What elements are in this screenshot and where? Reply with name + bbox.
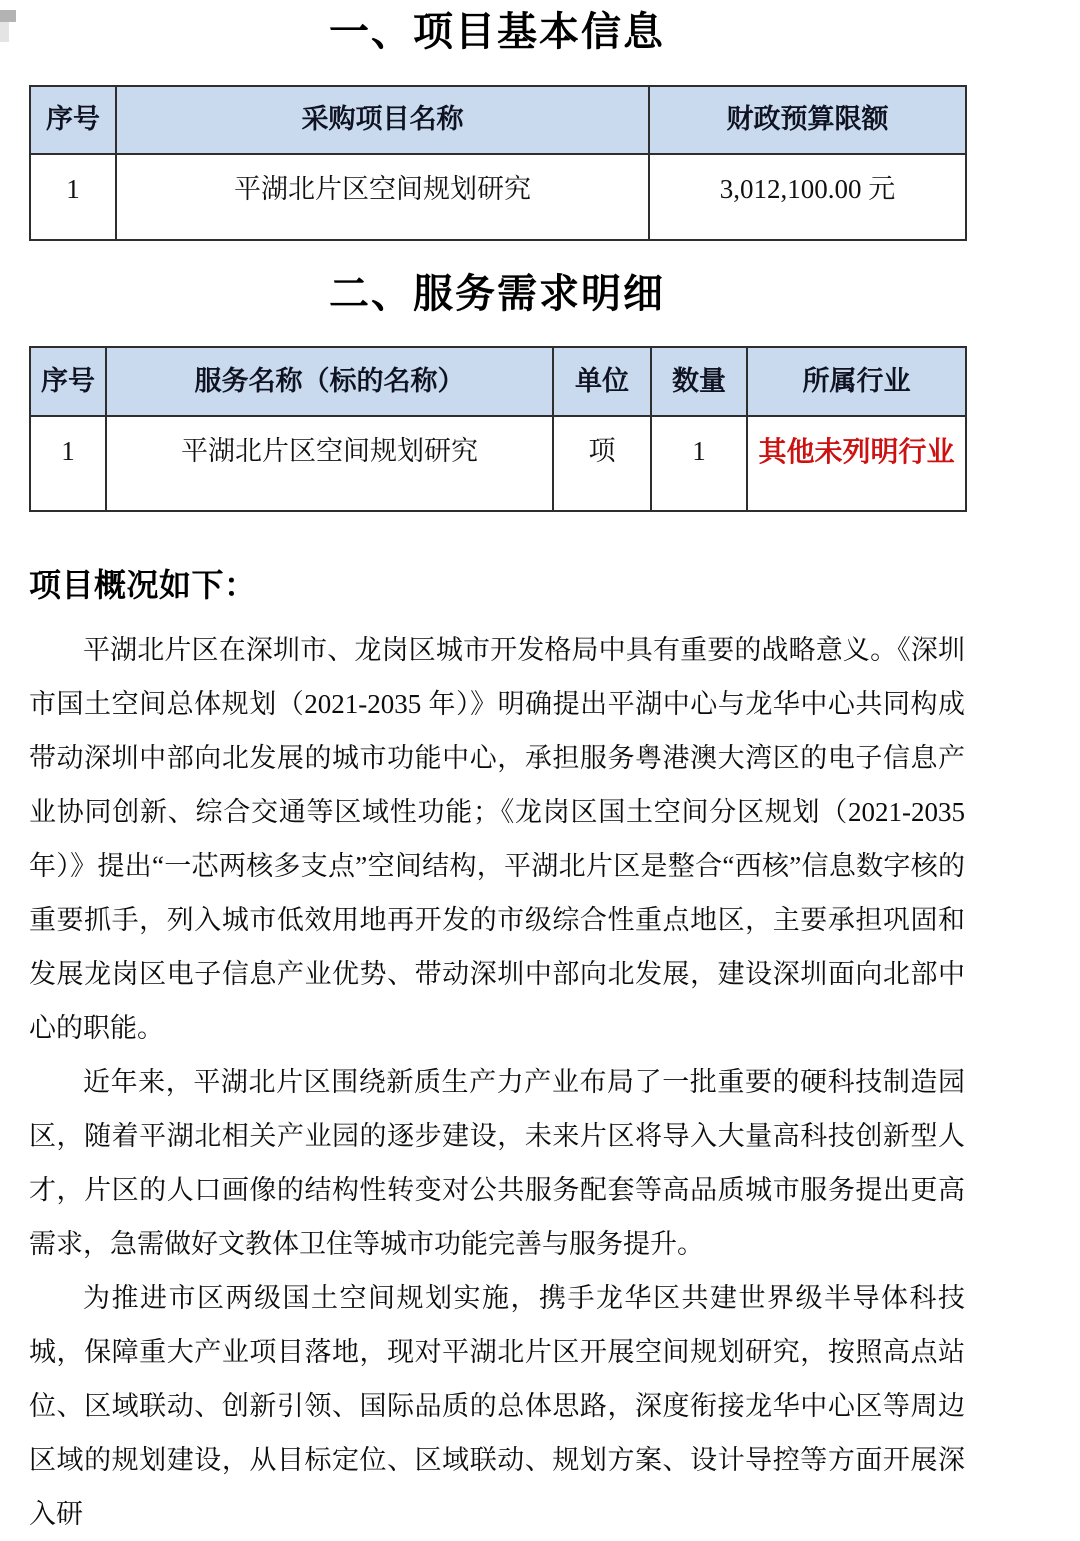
- service-detail-table: [29, 346, 967, 512]
- cell-unit: 项: [553, 416, 651, 511]
- header-project-name: 采购项目名称: [116, 86, 649, 154]
- overview-paragraph-3: 为推进市区两级国土空间规划实施，携手龙华区共建世界级半导体科技城，保障重大产业项目落地，现对平湖北片区开展空间规划研究，按照高点站位、区域联动、创新引领、国际品质的总体思路，深度衔接龙华中心区等周边区域的规划建设，从目标定位、区域联动、规划方案、设计导控等方面开展深入研: [29, 1283, 965, 1529]
- section1-title: 一、项目基本信息: [329, 9, 665, 54]
- header-budget-limit: 财政预算限额: [649, 86, 966, 154]
- table-row: [30, 154, 966, 240]
- overview-paragraph-1: 平湖北片区在深圳市、龙岗区城市开发格局中具有重要的战略意义。《深圳市国土空间总体规划（2021-2035 年）》明确提出平湖中心与龙华中心共同构成带动深圳中部向北发展的城市功能中心，承担服务粤港澳大湾区的电子信息产业协同创新、综合交通等区域性功能；《龙岗区国土空间分区规划（2021-2035 年）》提出“一芯两核多支点”空间结构，平湖北片区是整合“西核”信息数字核的重要抓手，列入城市低效用地再开发的市级综合性重点地区，主要承担巩固和发展龙岗区电子信息产业优势、带动深圳中部向北发展，建设深圳面向北部中心的职能。: [29, 635, 965, 1043]
- header-seq-no: 序号: [30, 347, 106, 416]
- header-seq-no: 序号: [30, 86, 116, 154]
- header-service-name: 服务名称（标的名称）: [106, 347, 553, 416]
- cell-service-name: 平湖北片区空间规划研究: [106, 416, 553, 511]
- service-detail-header-row: [30, 347, 966, 416]
- document-page: [0, 9, 1080, 1529]
- cell-seq-no: 1: [30, 154, 116, 240]
- header-quantity: 数量: [651, 347, 747, 416]
- cell-budget-limit: 3,012,100.00 元: [649, 154, 966, 240]
- basic-info-header-row: [30, 86, 966, 154]
- cell-seq-no: 1: [30, 416, 106, 511]
- overview-paragraph-2: 近年来，平湖北片区围绕新质生产力产业布局了一批重要的硬科技制造园区，随着平湖北相关产业园的逐步建设，未来片区将导入大量高科技创新型人才，片区的人口画像的结构性转变对公共服务配套等高品质城市服务提出更高需求，急需做好文教体卫住等城市功能完善与服务提升。: [29, 1067, 965, 1259]
- section2-title: 二、服务需求明细: [329, 271, 665, 316]
- basic-info-table: [29, 85, 967, 241]
- cell-quantity: 1: [651, 416, 747, 511]
- table-row: [30, 416, 966, 511]
- cell-industry-highlighted: 其他未列明行业: [747, 416, 966, 511]
- scan-artifact: [0, 10, 16, 22]
- cell-project-name: 平湖北片区空间规划研究: [116, 154, 649, 240]
- header-unit: 单位: [553, 347, 651, 416]
- overview-heading: 项目概况如下：: [29, 567, 257, 603]
- header-industry: 所属行业: [747, 347, 966, 416]
